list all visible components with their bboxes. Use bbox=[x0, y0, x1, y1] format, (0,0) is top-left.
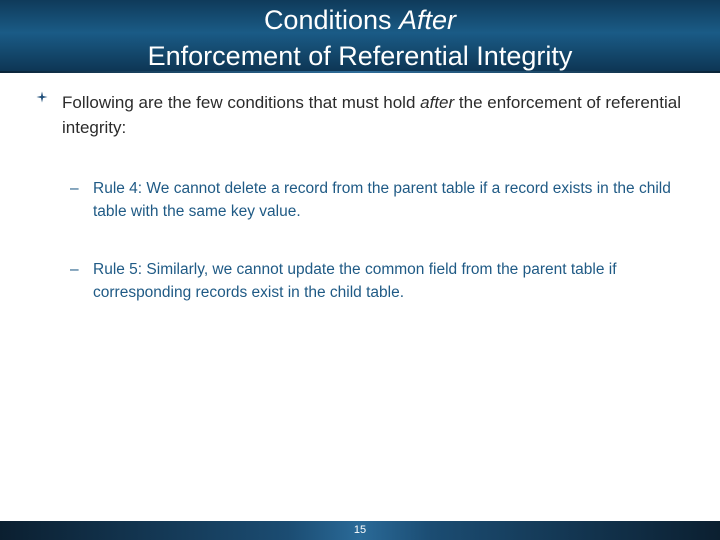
title-emphasis: After bbox=[399, 5, 457, 35]
dash-marker: – bbox=[70, 261, 79, 278]
footer-bar bbox=[0, 521, 720, 540]
slide-title bbox=[0, 2, 720, 74]
page-number: 15 bbox=[353, 524, 367, 536]
bullet-text-part-1: Following are the few conditions that must hold bbox=[62, 93, 421, 112]
sub-bullet-text: Rule 4: We cannot delete a record from the parent table if a record exists in the child table with the same key value. bbox=[93, 180, 671, 220]
bullet-text-emphasis: after bbox=[420, 93, 455, 112]
bullet-text-part-2: the enforcement of referential integrity: bbox=[62, 93, 681, 137]
title-bar bbox=[0, 0, 720, 73]
diamond-bullet-icon bbox=[36, 91, 50, 105]
main-bullet-text bbox=[62, 90, 702, 140]
title-prefix: Conditions bbox=[263, 5, 400, 35]
title-line-2: Enforcement of Referential Integrity bbox=[147, 41, 573, 71]
title-line-1 bbox=[0, 2, 720, 38]
sub-bullet-text: Rule 5: Similarly, we cannot update the common field from the parent table if corresponding records exist in the child table. bbox=[93, 261, 617, 301]
dash-marker: – bbox=[70, 180, 79, 197]
